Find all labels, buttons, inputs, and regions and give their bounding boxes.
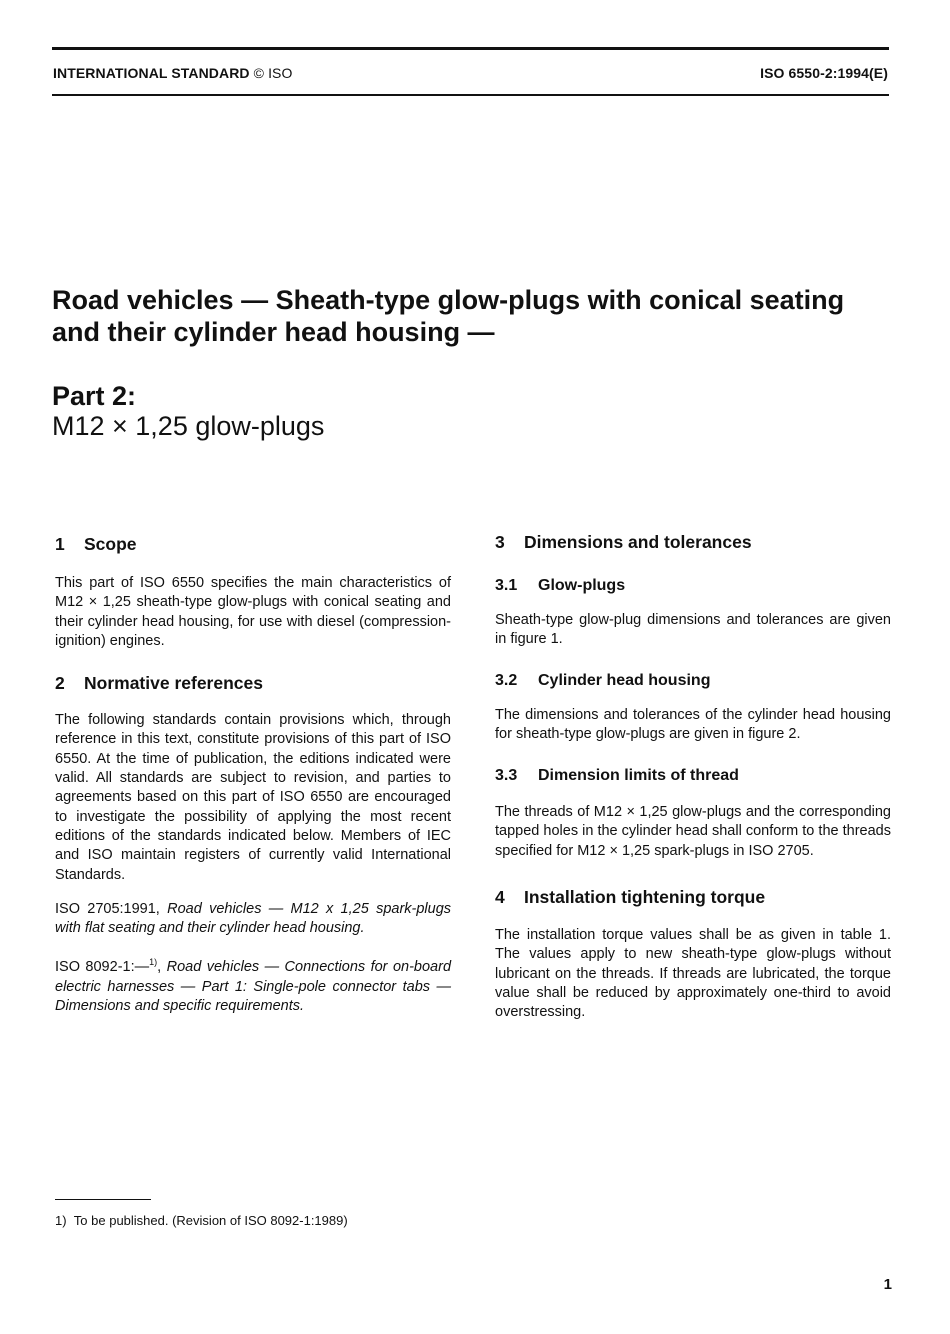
subsection-number: 3.2 — [495, 671, 518, 689]
section-title: Normative references — [84, 673, 263, 694]
footnote-rule — [55, 1199, 151, 1200]
document-number: ISO 6550-2:1994(E) — [760, 65, 888, 81]
header-rule-bottom — [52, 94, 889, 96]
section-title: Dimensions and tolerances — [524, 532, 752, 552]
header-rule-top — [52, 47, 889, 50]
section-heading-torque — [495, 887, 891, 908]
reference-title: Road vehicles — Connections for on-board electric harnesses — Part 1: Single-pole connector tabs — Dimensions and specific requirements. — [55, 959, 452, 1014]
torque-paragraph: The installation torque values shall be as given in table 1. The values apply to new sheath-type glow-plugs without lubricant on the threads. If threads are lubricated, the torque value shall be reduced by approximately one-third to avoid overstressing. — [495, 927, 891, 1021]
reference-iso-8092 — [55, 953, 451, 1016]
section-number: 2 — [55, 673, 65, 694]
header-standard-label — [53, 65, 292, 81]
section-title: Installation tightening torque — [524, 887, 766, 908]
footnote — [55, 1213, 348, 1228]
section-heading-dimensions — [495, 532, 891, 553]
part-label: Part 2: — [52, 381, 137, 411]
cylinder-head-paragraph: The dimensions and tolerances of the cylinder head housing for sheath-type glow-plugs are given in figure 2. — [495, 706, 891, 742]
subsection-title: Dimension limits of thread — [538, 767, 739, 785]
normative-paragraph: The following standards contain provisions which, through reference in this text, constitute provisions of this part of ISO 6550. At the time of publication, the editions indicated were valid. All standards are subject to revision, and parties to agreements based on this part of ISO 6550 are encouraged to investigate the possibility of applying the most recent editions of the standards indicated below. Members of IEC and ISO maintain registers of currently valid International Standards. — [55, 712, 451, 883]
header-org: ISO — [268, 65, 293, 81]
section-heading-scope — [55, 534, 451, 555]
subsection-title: Glow-plugs — [538, 577, 626, 594]
subsection-number: 3.3 — [495, 767, 518, 785]
footnote-text: To be published. (Revision of ISO 8092-1:1989) — [73, 1213, 348, 1228]
glow-plugs-paragraph: Sheath-type glow-plug dimensions and tolerances are given in figure 1. — [495, 612, 891, 648]
footnote-number: 1) — [55, 1213, 67, 1228]
section-heading-normative-references — [55, 673, 451, 694]
reference-iso-2705 — [55, 900, 451, 939]
page-number: 1 — [883, 1276, 892, 1293]
part-subtitle: M12 × 1,25 glow-plugs — [52, 411, 325, 441]
section-title: Scope — [84, 534, 137, 554]
section-number: 1 — [55, 534, 65, 554]
section-number: 4 — [495, 887, 505, 908]
scope-paragraph: This part of ISO 6550 specifies the main characteristics of M12 × 1,25 sheath-type glow-plugs with conical seating and their cylinder head housing, for use with diesel (compression-ignition) engines. — [55, 575, 451, 649]
header-label: INTERNATIONAL STANDARD — [53, 65, 250, 81]
copyright-symbol: © — [253, 65, 265, 81]
section-number: 3 — [495, 532, 505, 552]
left-column — [55, 534, 451, 1016]
subsection-number: 3.1 — [495, 577, 518, 594]
reference-comma: , — [157, 959, 162, 976]
reference-code: ISO 8092-1:— — [55, 959, 150, 976]
reference-title: Road vehicles — M12 x 1,25 spark-plugs with flat seating and their cylinder head housing. — [55, 900, 452, 937]
subsection-title: Cylinder head housing — [538, 671, 711, 689]
subsection-heading-thread-limits — [495, 767, 891, 785]
reference-code: ISO 2705:1991, — [55, 900, 160, 917]
right-column — [495, 532, 891, 1023]
footnote-marker: 1) — [149, 957, 158, 968]
subsection-heading-cylinder-head — [495, 672, 891, 690]
thread-limits-paragraph: The threads of M12 × 1,25 glow-plugs and the corresponding tapped holes in the cylinder head shall conform to the threads specified for M12 × 1,25 spark-plugs in ISO 2705. — [495, 804, 891, 859]
document-title: Road vehicles — Sheath-type glow-plugs with conical seating and their cylinder head housing — — [52, 285, 845, 347]
subsection-heading-glow-plugs — [495, 577, 891, 595]
